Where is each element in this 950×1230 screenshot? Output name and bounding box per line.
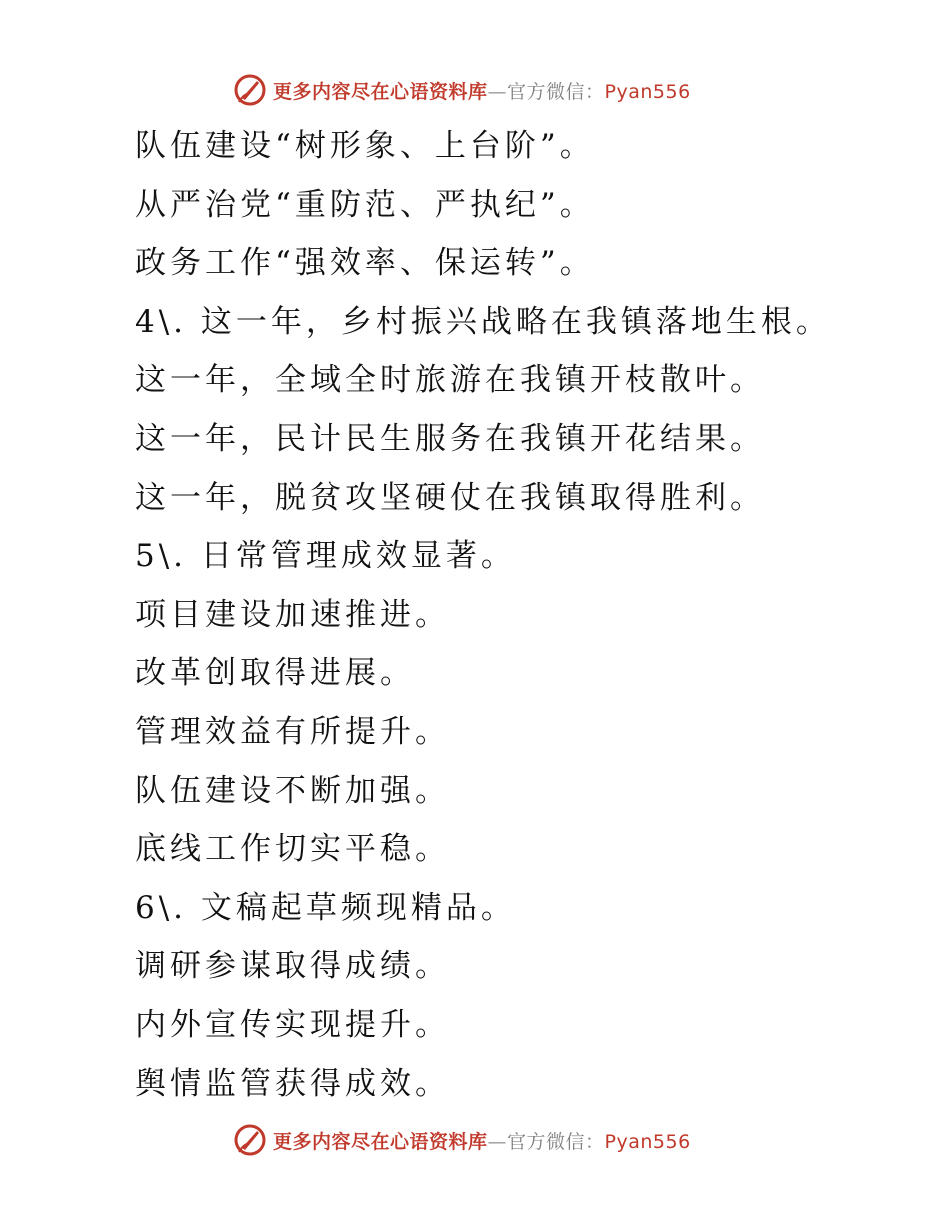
text-line: 这一年，民计民生服务在我镇开花结果。 — [135, 420, 765, 457]
text-line: 改革创取得进展。 — [135, 655, 415, 692]
text-line: 5\. 日常管理成效显著。 — [135, 538, 516, 575]
text-line: 项目建设加速推进。 — [135, 596, 450, 633]
text-line: 从严治党“重防范、严执纪”。 — [135, 186, 595, 223]
banner-text — [273, 77, 691, 104]
text-line: 6\. 文稿起草频现精品。 — [135, 889, 516, 926]
text-line: 管理效益有所提升。 — [135, 713, 450, 750]
quill-logo-icon — [233, 1123, 267, 1157]
banner-dash: — — [487, 1130, 508, 1153]
text-line: 内外宣传实现提升。 — [135, 1006, 450, 1043]
text-line: 舆情监管获得成效。 — [135, 1065, 450, 1102]
text-line: 政务工作“强效率、保运转”。 — [135, 245, 595, 282]
footer-banner — [233, 1120, 753, 1160]
header-banner — [233, 70, 753, 110]
text-line: 队伍建设不断加强。 — [135, 772, 450, 809]
banner-handle: Pyan556 — [604, 1130, 691, 1153]
quill-logo-icon — [233, 73, 267, 107]
banner-title: 更多内容尽在心语资料库 — [273, 80, 488, 103]
banner-handle: Pyan556 — [604, 80, 691, 103]
banner-text — [273, 1127, 691, 1154]
banner-dash: — — [487, 80, 508, 103]
banner-contact-label: 官方微信： — [507, 80, 605, 103]
text-line: 底线工作切实平稳。 — [135, 831, 450, 868]
banner-contact-label: 官方微信： — [507, 1130, 605, 1153]
text-line: 4\. 这一年，乡村振兴战略在我镇落地生根。 — [135, 303, 831, 340]
text-line: 调研参谋取得成绩。 — [135, 948, 450, 985]
document-body — [135, 117, 915, 1113]
banner-title: 更多内容尽在心语资料库 — [273, 1130, 488, 1153]
text-line: 这一年，脱贫攻坚硬仗在我镇取得胜利。 — [135, 479, 765, 516]
text-line: 队伍建设“树形象、上台阶”。 — [135, 128, 595, 164]
text-line: 这一年，全域全时旅游在我镇开枝散叶。 — [135, 362, 765, 399]
